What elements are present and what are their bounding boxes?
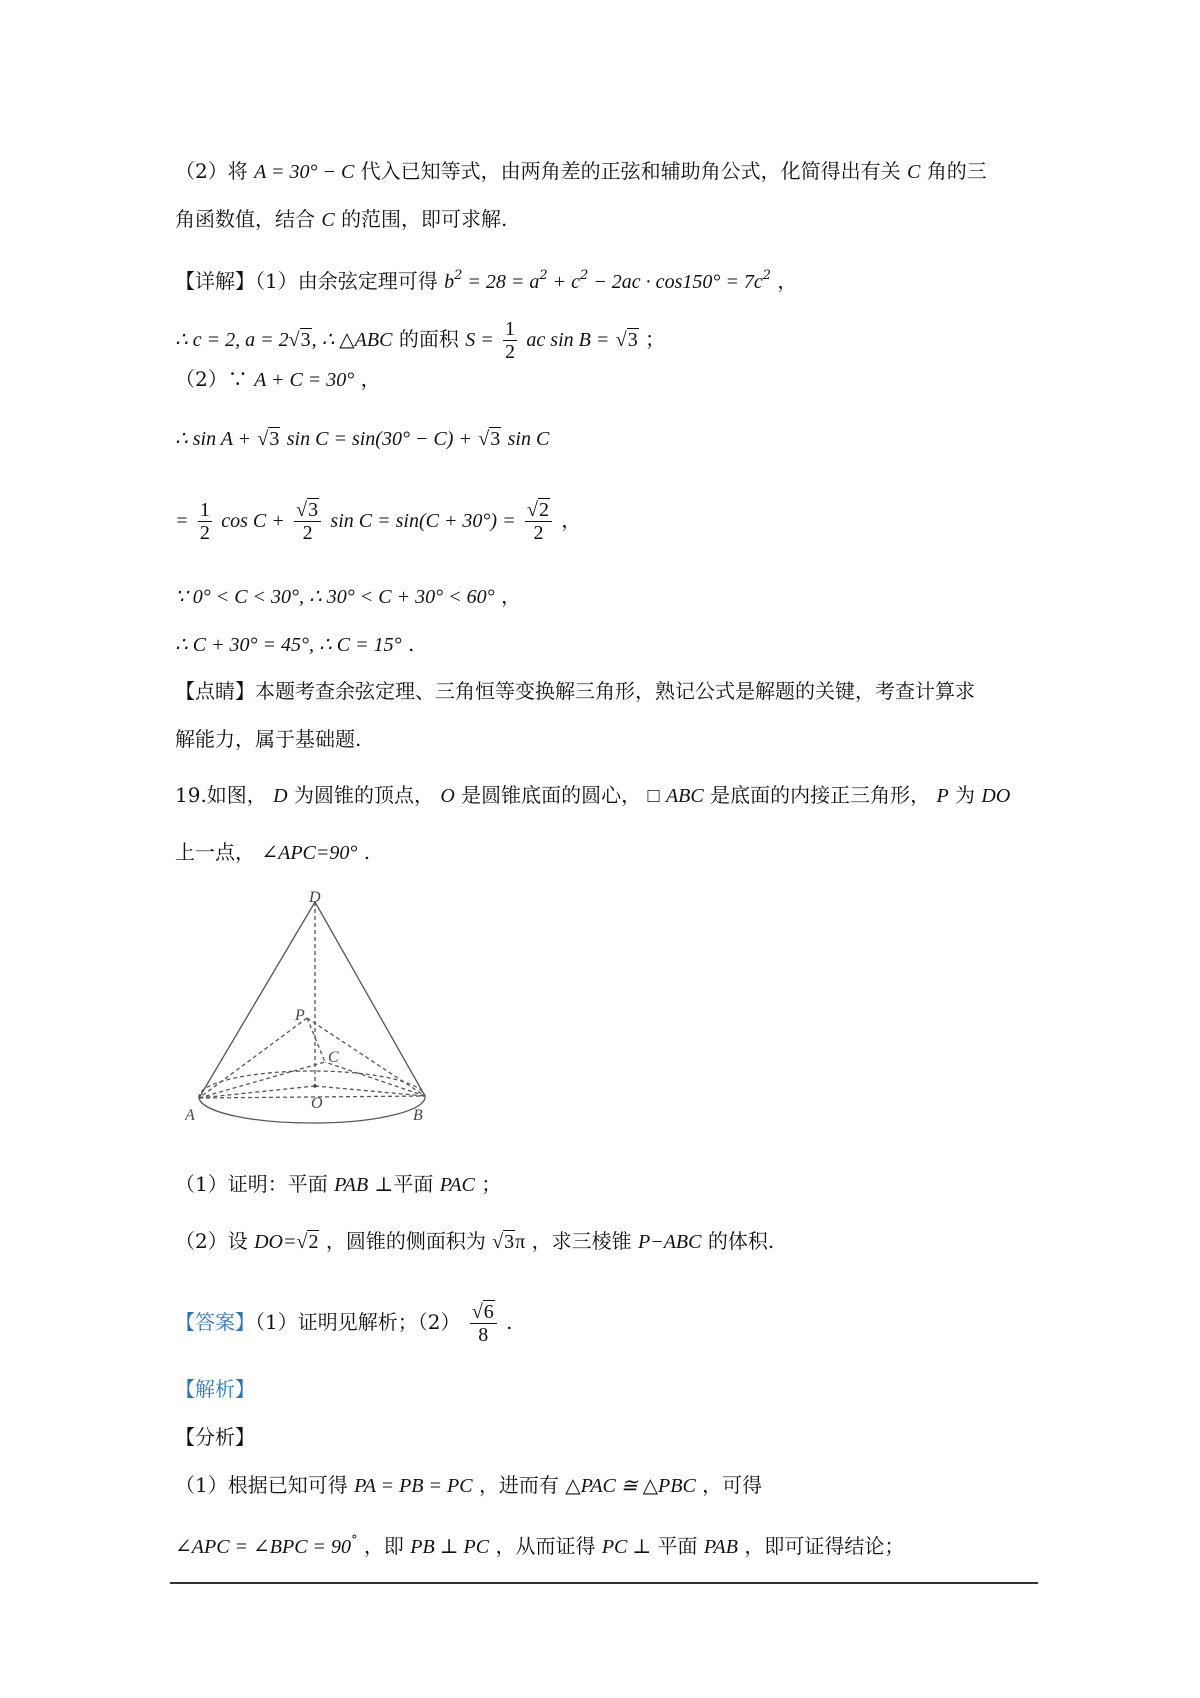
text-line (175, 582, 521, 611)
formula: DO (981, 785, 1011, 807)
formula: sin C (507, 428, 550, 450)
footer-divider (170, 1582, 1038, 1584)
segment-OA (199, 1086, 315, 1098)
text: . (363, 840, 371, 864)
formula: cos C + (221, 510, 285, 532)
placeholder-glyph: □ (647, 785, 660, 807)
text: 的面积 (398, 327, 459, 351)
text-line: ∴ sin A + √3 sin C = sin(30° − C) + √3 sin C (175, 428, 550, 450)
answer-line (175, 1296, 513, 1348)
text: 是底面的内接正三角形， (710, 783, 931, 807)
formula: PB ⊥ PC (410, 1536, 490, 1558)
text: （2）将 (175, 159, 248, 183)
cone-figure (185, 890, 435, 1130)
text: . (407, 632, 415, 656)
text: （2）∵ (175, 367, 248, 391)
formula: S = (465, 329, 494, 351)
formula: PA = PB = PC (354, 1475, 473, 1497)
superscript: 2 (762, 268, 771, 283)
text-line (175, 838, 370, 867)
radicand: 2 (308, 1231, 319, 1253)
radicand: 3 (490, 428, 501, 450)
text-line (175, 1471, 762, 1500)
segment-PC (307, 1018, 325, 1062)
fraction: $\frac{√3}{2}$ (294, 499, 321, 544)
text: 为 (955, 783, 976, 807)
segment-PA (199, 1018, 307, 1098)
formula: ∵ 0° < C < 30°, ∴ 30° < C + 30° < 60° (175, 586, 495, 608)
formula: ABC (665, 785, 704, 807)
formula: O (440, 785, 455, 807)
superscript: 2 (580, 268, 589, 283)
formula: C (321, 209, 335, 231)
text: （1）证明见解析；（2） (255, 1310, 461, 1334)
text-line (175, 157, 987, 186)
text: （1）证明：平面 (175, 1172, 328, 1196)
formula: b (444, 271, 455, 293)
text: ，进而有 (478, 1473, 559, 1497)
fraction: $\frac{√6}{8}$ (470, 1301, 497, 1346)
text: 平面 (657, 1534, 698, 1558)
formula: sin C = sin(C + 30°) = (330, 510, 516, 532)
text: ； (481, 1172, 502, 1196)
label-D: D (309, 890, 321, 906)
formula: ac sin B = (526, 329, 610, 351)
formula: D (273, 785, 288, 807)
segment-PB (307, 1018, 425, 1096)
text: 的体积. (707, 1229, 775, 1253)
text: 角的三 (926, 159, 987, 183)
formula: ∴ C + 30° = 45°, ∴ C = 15° (175, 634, 402, 656)
superscript: 2 (454, 268, 463, 283)
formula: ∴ sin A + (175, 428, 252, 450)
text: 上一点， (175, 840, 255, 864)
text-line (175, 494, 581, 547)
superscript: ° (351, 1533, 358, 1548)
formula: = (175, 510, 189, 532)
text-line (175, 365, 381, 394)
formula: ∠APC = ∠BPC = 90 (175, 1536, 352, 1558)
fraction: $\frac{1}{2}$ (199, 499, 210, 544)
text: 的范围，即可求解. (341, 207, 508, 231)
fraction: $\frac{1}{2}$ (505, 318, 516, 363)
answer-heading: 【答案】 (175, 1310, 255, 1334)
formula: ∴ c = 2, a = 2 (175, 329, 289, 351)
question-part (175, 1170, 501, 1199)
formula: ∠APC=90° (261, 842, 358, 864)
text: 角函数值，结合 (175, 207, 315, 231)
text: ，从而证得 (495, 1534, 596, 1558)
text-line: ∴ c = 2, a = 2√3, ∴ △ABC 的面积 S = $\frac{1}{2}$ ac sin B = √3 ； (175, 318, 666, 363)
label-C: C (328, 1049, 339, 1066)
label-A: A (185, 1107, 195, 1124)
text-line (175, 205, 507, 234)
radicand: 3 (300, 329, 311, 351)
text: ，求三棱锥 (531, 1229, 632, 1253)
cone-edge-DB (315, 902, 425, 1096)
text-line (175, 677, 975, 705)
text: 【详解】（1）由余弦定理可得 (175, 269, 438, 293)
formula: PC ⊥ (601, 1536, 652, 1558)
formula: A + C = 30° (254, 369, 355, 391)
formula: DO= (254, 1231, 297, 1253)
text: 代入已知等式，由两角差的正弦和辅助角公式，化简得出有关 (360, 159, 901, 183)
formula: sin C = sin(30° − C) + (286, 428, 472, 450)
formula: PAB (703, 1536, 738, 1558)
text: 19.如图， (175, 783, 267, 807)
formula: A = 30° − C (254, 161, 355, 183)
text: 是圆锥底面的圆心， (461, 783, 642, 807)
formula: PAC (439, 1174, 475, 1196)
question-part: （2）设 DO=√2 ，圆锥的侧面积为 √3π ，求三棱锥 P−ABC 的体积. (175, 1229, 775, 1253)
text-line (175, 630, 414, 659)
pi-symbol: π (515, 1231, 526, 1253)
radicand: 3 (504, 1231, 515, 1253)
text: 为圆锥的顶点， (293, 783, 434, 807)
section-heading: 【分析】 (175, 1425, 255, 1449)
formula: PAB (334, 1174, 369, 1196)
text: ，即可证得结论； (744, 1534, 905, 1558)
formula: , ∴ △ABC (311, 329, 393, 351)
text: ， (777, 269, 798, 293)
problem-statement (175, 781, 1010, 810)
center-point (313, 1084, 317, 1088)
cone-edge-DA (199, 902, 315, 1098)
text: ， (561, 508, 582, 532)
formula: − 2ac · cos150° = 7c (588, 271, 763, 293)
radicand: 3 (269, 428, 280, 450)
text: ⊥平面 (374, 1172, 434, 1196)
segment-AC (199, 1062, 325, 1098)
formula: △PAC ≅ △PBC (565, 1475, 696, 1497)
formula: + c (547, 271, 581, 293)
text: . (506, 1310, 513, 1334)
text: ； (645, 327, 666, 351)
analysis-heading: 【解析】 (175, 1377, 255, 1401)
text: ，可得 (702, 1473, 763, 1497)
fraction: $\frac{√2}{2}$ (525, 499, 552, 544)
segment-BC (325, 1062, 425, 1096)
text: ， (500, 584, 521, 608)
formula: P (936, 785, 949, 807)
text-line (175, 725, 361, 753)
text: （2）设 (175, 1229, 248, 1253)
label-B: B (413, 1107, 423, 1124)
superscript: 2 (539, 268, 548, 283)
text-line (175, 1527, 904, 1561)
formula: = 28 = a (462, 271, 540, 293)
text: ，即 (363, 1534, 404, 1558)
text: 【点睛】本题考查余弦定理、三角恒等变换解三角形，熟记公式是解题的关键，考查计算求 (175, 679, 975, 703)
radicand: 3 (627, 329, 638, 351)
text: ，圆锥的侧面积为 (325, 1229, 486, 1253)
text: （1）根据已知可得 (175, 1473, 348, 1497)
formula: P−ABC (638, 1231, 702, 1253)
text-line (175, 262, 797, 296)
formula: C (907, 161, 921, 183)
label-O: O (311, 1095, 323, 1112)
label-P: P (295, 1007, 305, 1024)
text: ， (360, 367, 381, 391)
text: 解能力，属于基础题. (175, 727, 362, 751)
